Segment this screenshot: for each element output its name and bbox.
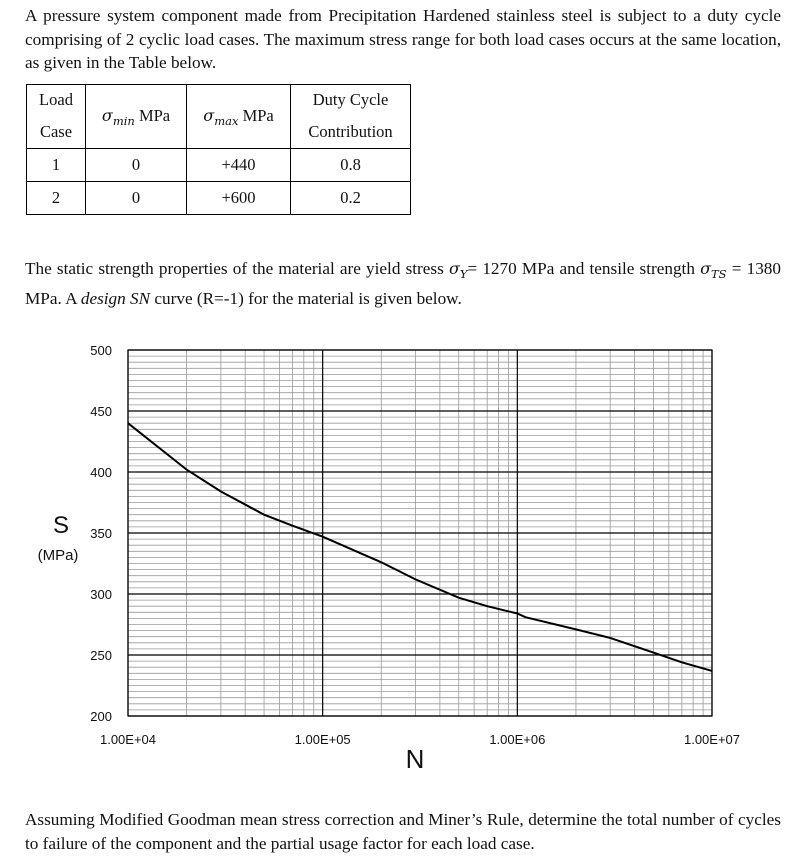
x-tick-label: 1.00E+06 <box>489 732 546 747</box>
y-tick-label: 300 <box>90 587 112 602</box>
cell-smax: +440 <box>187 149 291 182</box>
y-axis-unit: (MPa) <box>37 547 79 564</box>
cell-case: 1 <box>27 149 86 182</box>
load-case-table <box>26 84 411 215</box>
y-axis-label: S <box>52 512 70 539</box>
header-load: Load <box>27 85 86 116</box>
table-header-row <box>27 85 411 116</box>
y-tick-label: 500 <box>90 343 112 358</box>
strength-paragraph: The static strength properties of the material are yield stress $\sigma_Y= 1270$ MPa and tensile strength $\sigma_{TS} = 1380$ MPa. A design SN curve (R=-1) for the material is given below. <box>25 259 781 308</box>
sn-curve-chart <box>0 330 792 780</box>
x-tick-label: 1.00E+07 <box>683 732 741 747</box>
table-row <box>27 149 411 182</box>
y-tick-label: 250 <box>90 648 112 663</box>
cell-smax: +600 <box>187 182 291 215</box>
cell-case: 2 <box>27 182 86 215</box>
cell-smin: 0 <box>86 149 187 182</box>
x-tick-label: 1.00E+05 <box>294 732 351 747</box>
x-tick-label: 1.00E+04 <box>99 732 157 747</box>
cell-duty: 0.2 <box>291 182 411 215</box>
y-tick-label: 350 <box>90 526 112 541</box>
header-duty: Duty Cycle <box>291 85 411 116</box>
y-tick-labels <box>90 343 112 724</box>
y-tick-label: 200 <box>90 709 112 724</box>
sn-curve-line <box>128 423 712 671</box>
cell-duty: 0.8 <box>291 149 411 182</box>
header-case: Case <box>27 115 86 149</box>
cell-smin: 0 <box>86 182 187 215</box>
table-row <box>27 182 411 215</box>
y-tick-label: 400 <box>90 465 112 480</box>
header-sigma-max: $\sigma_{max}$ MPa <box>187 85 291 149</box>
intro-paragraph: A pressure system component made from Precipitation Hardened stainless steel is subject to a duty cycle comprising of 2 cyclic load cases. The maximum stress range for both load cases occurs at the same location, as given in the Table below. <box>25 6 781 72</box>
header-sigma-min: $\sigma_{min}$ MPa <box>86 85 187 149</box>
question-paragraph: Assuming Modified Goodman mean stress correction and Miner’s Rule, determine the total number of cycles to failure of the component and the partial usage factor for each load case. <box>25 810 781 853</box>
x-axis-label: N <box>405 744 425 774</box>
y-tick-label: 450 <box>90 404 112 419</box>
header-contribution: Contribution <box>291 115 411 149</box>
